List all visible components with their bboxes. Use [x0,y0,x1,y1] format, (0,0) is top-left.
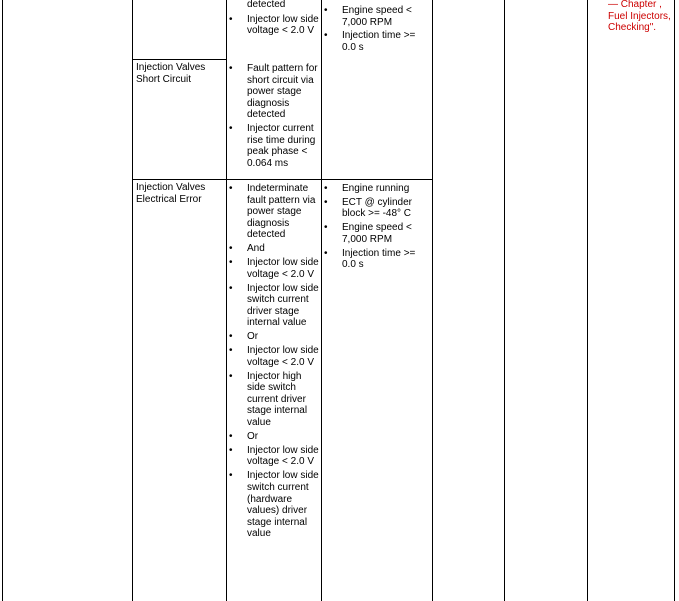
list-item: • Injector low side switch current (hardware values) driver stage internal value [227,470,319,540]
list-item: • Engine running [322,183,430,195]
list-item: • Injector low side voltage < 2.0 V [227,345,319,368]
list-item: • Injection time >= 0.0 s [322,248,430,271]
table-border-right [674,0,675,601]
column-divider-3 [321,0,322,601]
list-item: • Indeterminate fault pattern via power stage diagnosis detected [227,183,319,241]
short-circuit-conditions-cell [227,63,319,172]
column-divider-5 [504,0,505,601]
list-item: • Fault pattern for short circuit via power stage diagnosis detected [227,63,319,121]
list-item: • Injector current rise time during peak phase < 0.064 ms [227,123,319,169]
list-item: • Injector low side voltage < 2.0 V [227,445,319,468]
row-name-short-circuit: Injection Valves Short Circuit [136,62,206,85]
list-item: • Injector high side switch current driver stage internal value [227,371,319,429]
list-item: • Engine speed < 7,000 RPM [322,5,430,28]
reference-link[interactable]: — Chapter , Fuel Injectors, Checking". [608,0,671,34]
electrical-error-enabling-cell [322,183,430,273]
list-item: • Injector low side voltage < 2.0 V [227,257,319,280]
top-enabling-cell [322,5,430,56]
list-item: • Or [227,331,319,343]
column-divider-6 [587,0,588,601]
column-divider-4 [432,0,433,601]
list-item: • Injector low side voltage < 2.0 V [227,14,319,37]
list-item: • Injection time >= 0.0 s [322,30,430,53]
row-name-electrical-error: Injection Valves Electrical Error [136,182,206,205]
list-item: • ECT @ cylinder block >= -48° C [322,197,430,220]
list-item: • Injector low side switch current driver stage internal value [227,283,319,329]
top-condition-fragment: detected [247,0,286,10]
electrical-error-conditions-cell [227,183,319,542]
list-item: • Engine speed < 7,000 RPM [322,222,430,245]
column-divider-1 [132,0,133,601]
top-conditions-cell [227,0,319,39]
row-divider-2 [132,179,433,180]
list-item: • Or [227,431,319,443]
table-border-left [2,0,3,601]
list-item: • And [227,243,319,255]
row-divider-1 [132,59,227,60]
